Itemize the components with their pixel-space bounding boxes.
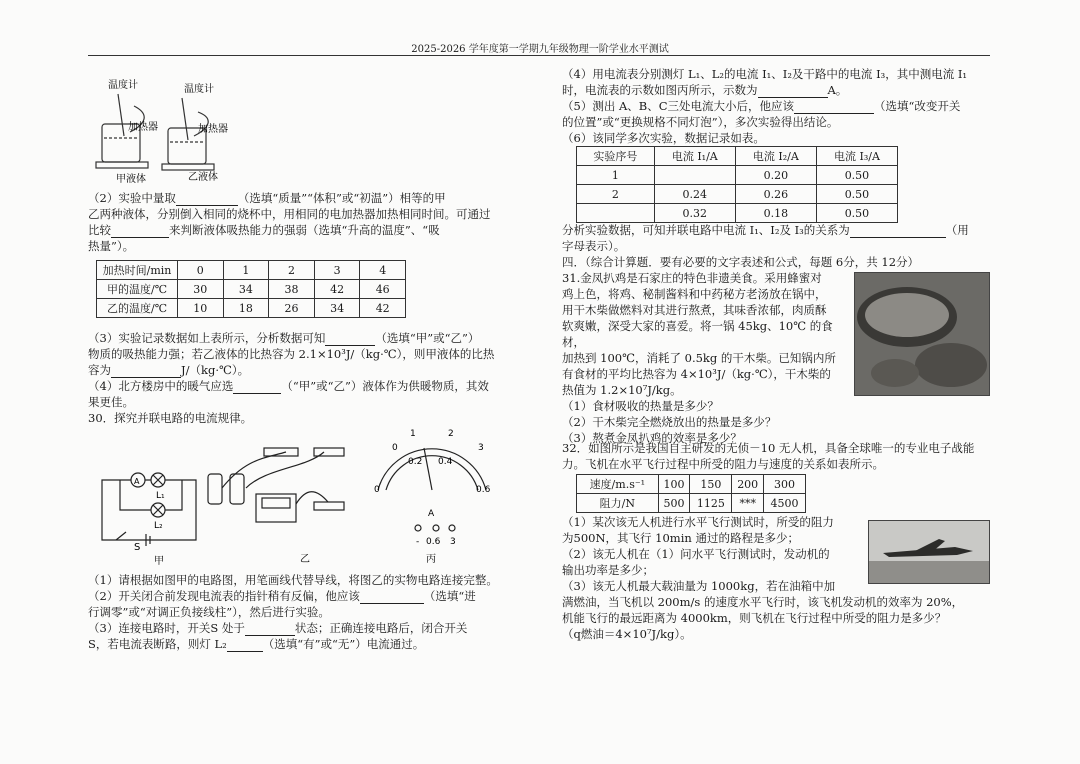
drone-photo	[868, 520, 990, 584]
temperature-table	[96, 260, 406, 318]
header-rule	[88, 55, 990, 56]
fig-thermometer-label-1: 温度计	[108, 80, 138, 91]
table-row: 实验序号 电流 I₁/A 电流 I₂/A 电流 I₃/A	[577, 147, 898, 166]
braised-chicken-photo	[854, 272, 990, 396]
heating-experiment-figure	[90, 76, 250, 186]
q29-part2: （2）实验中量取 （选填“质量”“体积”或“初温”）相等的甲 乙两种液体，分别倒入相同的烧杯中，用相同的电加热器加热相同时间。可通过 比较 来判断液体吸热能力的强弱（选填“升高的温度”、“吸 热量”）。	[88, 191, 491, 253]
current-table	[576, 146, 898, 223]
fig-caption-bing: 丙	[426, 554, 436, 565]
fig-caption-jia: 甲	[154, 556, 164, 566]
drag-speed-table	[576, 474, 806, 513]
q32-subquestions: （1）某次该无人机进行水平飞行测试时，所受的阻力 为500N，其飞行 10min 通过的路程是多少； （2）该无人机在（1）问水平飞行测试时，发动机的 输出功率是多少； （3）该无人机最大载油量为 1000kg，若在油箱中加 满燃油，当飞机以 200m/s 的速度水平飞行时，该飞机发动机的效率为 20%， 机能飞行的最远距离为 4000km，则飞机在飞行过程中所受的阻力是多少？ （q燃油＝4×10⁷J/kg）。	[562, 515, 964, 641]
section-4-title: 四．（综合计算题．要有必要的文字表述和公式，每题 6分，共 12分）	[562, 255, 920, 269]
fig-liquid-jia-label: 甲液体	[116, 174, 146, 185]
scale-bot-3: 0.6	[476, 485, 491, 495]
meter-term-neg: -	[416, 537, 420, 547]
q30-part7: 分析实验数据，可知并联电路中电流 I₁、I₂及 I₃的关系为 （用 字母表示）。 四．（综合计算题．要有必要的文字表述和公式，每题 6分，共 12分）	[562, 222, 992, 270]
meter-term-3: 3	[450, 537, 456, 547]
table-row: 甲的温度/℃ 30 34 38 42 46	[97, 280, 406, 299]
meter-term-06: 0.6	[426, 537, 441, 547]
q30-title: 30．探究并联电路的电流规律。	[88, 411, 253, 425]
fig-thermometer-label-2: 温度计	[184, 84, 214, 95]
fig-l2: L₂	[154, 521, 163, 531]
table-row: 速度/m.s⁻¹ 100 150 200 300	[577, 475, 806, 494]
table-row: 0.32 0.18 0.50	[577, 204, 898, 223]
scale-top-1: 1	[410, 429, 416, 439]
fig-l1: L₁	[156, 491, 165, 501]
scale-bot-0: 0	[374, 485, 380, 495]
fig-ammeter-a: A	[134, 477, 140, 486]
circuit-figures	[96, 428, 496, 566]
fig-switch-s: S	[134, 542, 141, 553]
table-row: 加热时间/min 0 1 2 3 4	[97, 261, 406, 280]
fig-heater-label-1: 加热器	[128, 122, 158, 133]
page-header: 2025-2026 学年度第一学期九年级物理一阶学业水平测试	[411, 44, 669, 55]
scale-bot-2: 0.4	[438, 457, 453, 467]
fig-caption-yi: 乙	[300, 554, 310, 565]
scale-top-0: 0	[392, 443, 398, 453]
q30-parts-1-3: （1）请根据如图甲的电路图，用笔画线代替导线，将图乙的实物电路连接完整。 （2）开关闭合前发现电流表的指针稍有反偏，他应该 （选填“进 行调零”或“对调正负接线柱”），然后进行实验。 （3）连接电路时，开关S 处于 状态；正确连接电路后，闭合开关 S，若电流表断路，则灯 L₂ （选填“有”或“无”）电流通过。	[88, 573, 498, 651]
table-row: 乙的温度/℃ 10 18 26 34 42	[97, 299, 406, 318]
scale-bot-1: 0.2	[408, 457, 423, 467]
q29-part3-4: （3）实验记录数据如上表所示，分析数据可知 （选填“甲”或“乙”） 物质的吸热能力强；若乙液体的比热容为 2.1×10³J/（kg·℃），则甲液体的比热 容为 J/（kg·℃）。 （4）北方楼房中的暖气应选 （“甲”或“乙”）液体作为供暖物质，其效 果更佳。 30．探究并联电路的电流规律。	[88, 330, 523, 426]
scale-top-3: 3	[478, 443, 484, 453]
meter-unit: A	[428, 509, 435, 519]
fig-liquid-yi-label: 乙液体	[188, 172, 218, 183]
table-row: 2 0.24 0.26 0.50	[577, 185, 898, 204]
q30-parts-4-6: （4）用电流表分别测灯 L₁、L₂的电流 I₁、I₂及干路中的电流 I₃，其中测电流 I₁ 时，电流表的示数如图丙所示，示数为 A。 （5）测出 A、B、C三处电流大小后，他应该 （选填“改变开关 的位置”或“更换规格不同灯泡”），多次实验得出结论。 （6）该同学多次实验，数据记录如表。	[562, 67, 968, 145]
table-row: 1 0.20 0.50	[577, 166, 898, 185]
table-row: 阻力/N 500 1125 *** 4500	[577, 494, 806, 513]
scale-top-2: 2	[448, 429, 454, 439]
fig-heater-label-2: 加热器	[198, 124, 228, 135]
q32-intro: 32．如图所示是我国自主研发的无侦－10 无人机，具备全球唯一的专业电子战能 力。飞机在水平飞行过程中所受的阻力与速度的关系如表所示。	[562, 441, 975, 471]
q31: 31.金凤扒鸡是石家庄的特色非遗美食。采用蜂蜜对 鸡上色，将鸡、秘制酱料和中药秘方老汤放在锅中， 用干木柴做燃料对其进行熬煮，其味香浓郁，肉质酥 软爽嫩，深受大家的喜爱。将一锅 45kg、10℃ 的食材， 加热到 100℃，消耗了 0.5kg 的干木柴。已知锅内所 有食材的平均比热容为 4×10³J/（kg·℃），干木柴的 热值为 1.2×10⁷J/kg。 （1）食材吸收的热量是多少？ （2）干木柴完全燃烧放出的热量是多少？ （3）熬煮金凤扒鸡的效率是多少？	[562, 271, 836, 445]
